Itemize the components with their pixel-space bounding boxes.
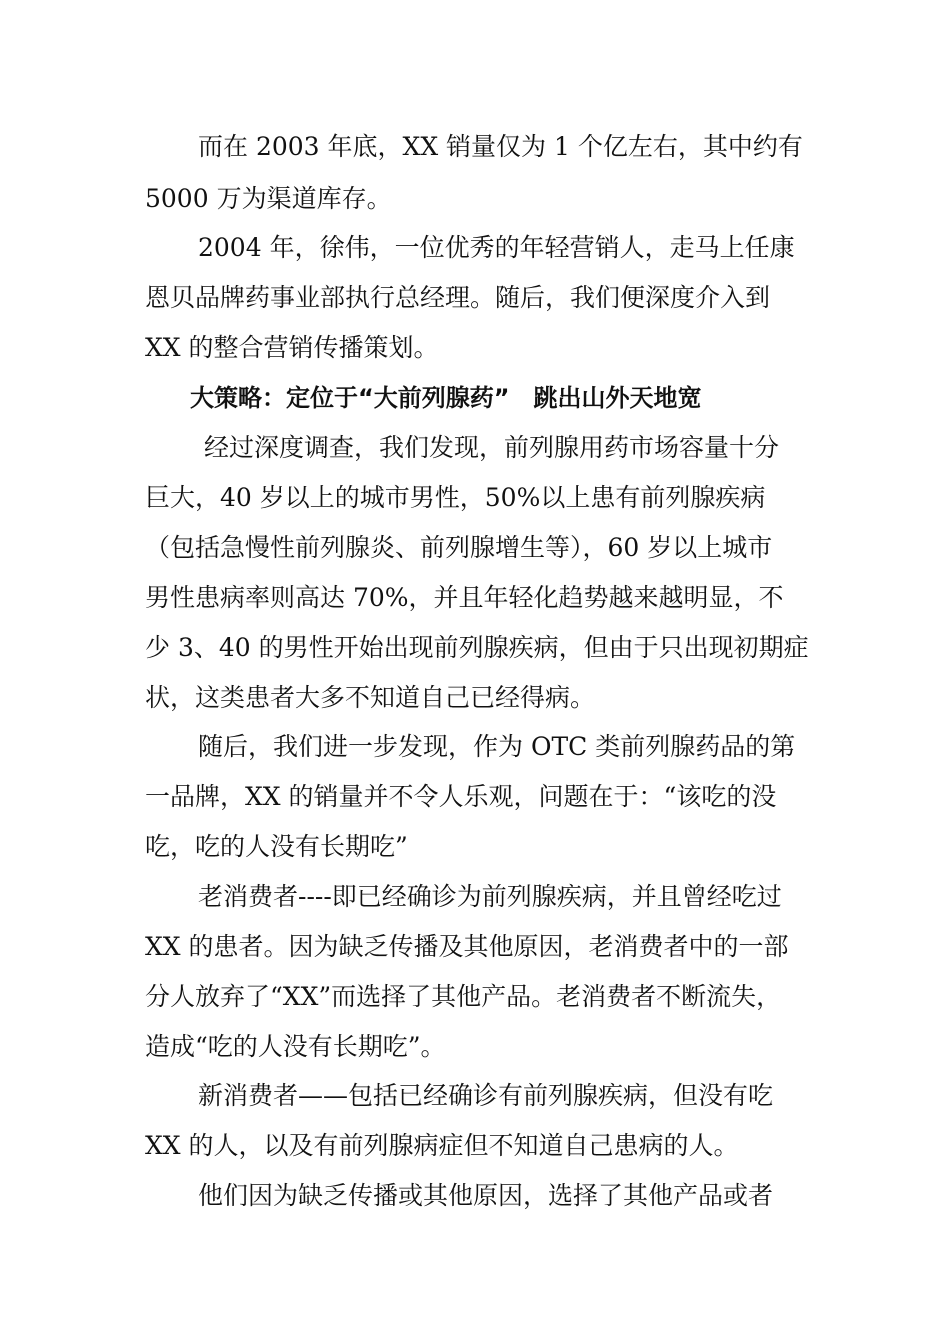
paragraph-line: 状，这类患者大多不知道自己已经得病。 bbox=[145, 683, 596, 712]
paragraph-line: 少 3、40 的男性开始出现前列腺疾病，但由于只出现初期症 bbox=[145, 633, 809, 662]
paragraph-line: XX 的整合营销传播策划。 bbox=[145, 333, 439, 362]
paragraph-line: 他们因为缺乏传播或其他原因，选择了其他产品或者 bbox=[198, 1181, 774, 1210]
paragraph-line: 新消费者——包括已经确诊有前列腺疾病，但没有吃 bbox=[198, 1081, 774, 1110]
section-heading: 大策略：定位于“大前列腺药” 跳出山外天地宽 bbox=[190, 384, 702, 412]
paragraph-line: 吃，吃的人没有长期吃” bbox=[145, 832, 408, 861]
paragraph-line: 经过深度调查，我们发现，前列腺用药市场容量十分 bbox=[204, 433, 780, 462]
paragraph-line: XX 的人，以及有前列腺病症但不知道自己患病的人。 bbox=[145, 1131, 739, 1160]
paragraph-line: 造成“吃的人没有长期吃”。 bbox=[145, 1032, 446, 1061]
paragraph-line: 分人放弃了“XX”而选择了其他产品。老消费者不断流失， bbox=[145, 982, 782, 1011]
paragraph-line: 老消费者----即已经确诊为前列腺疾病，并且曾经吃过 bbox=[198, 882, 782, 911]
paragraph-line: 一品牌，XX 的销量并不令人乐观，问题在于：“该吃的没 bbox=[145, 782, 777, 811]
paragraph-line: 5000 万为渠道库存。 bbox=[145, 184, 392, 213]
paragraph-line: （包括急慢性前列腺炎、前列腺增生等），60 岁以上城市 bbox=[145, 533, 773, 562]
paragraph-line: 恩贝品牌药事业部执行总经理。随后，我们便深度介入到 bbox=[145, 283, 771, 312]
paragraph-line: XX 的患者。因为缺乏传播及其他原因，老消费者中的一部 bbox=[145, 932, 789, 961]
paragraph-line: 随后，我们进一步发现，作为 OTC 类前列腺药品的第 bbox=[198, 732, 796, 761]
paragraph-line: 巨大，40 岁以上的城市男性，50%以上患有前列腺疾病 bbox=[145, 483, 766, 512]
paragraph-line: 而在 2003 年底，XX 销量仅为 1 个亿左右，其中约有 bbox=[198, 132, 803, 161]
paragraph-line: 2004 年，徐伟，一位优秀的年轻营销人，走马上任康 bbox=[198, 233, 795, 262]
paragraph-line: 男性患病率则高达 70%，并且年轻化趋势越来越明显，不 bbox=[145, 583, 784, 612]
